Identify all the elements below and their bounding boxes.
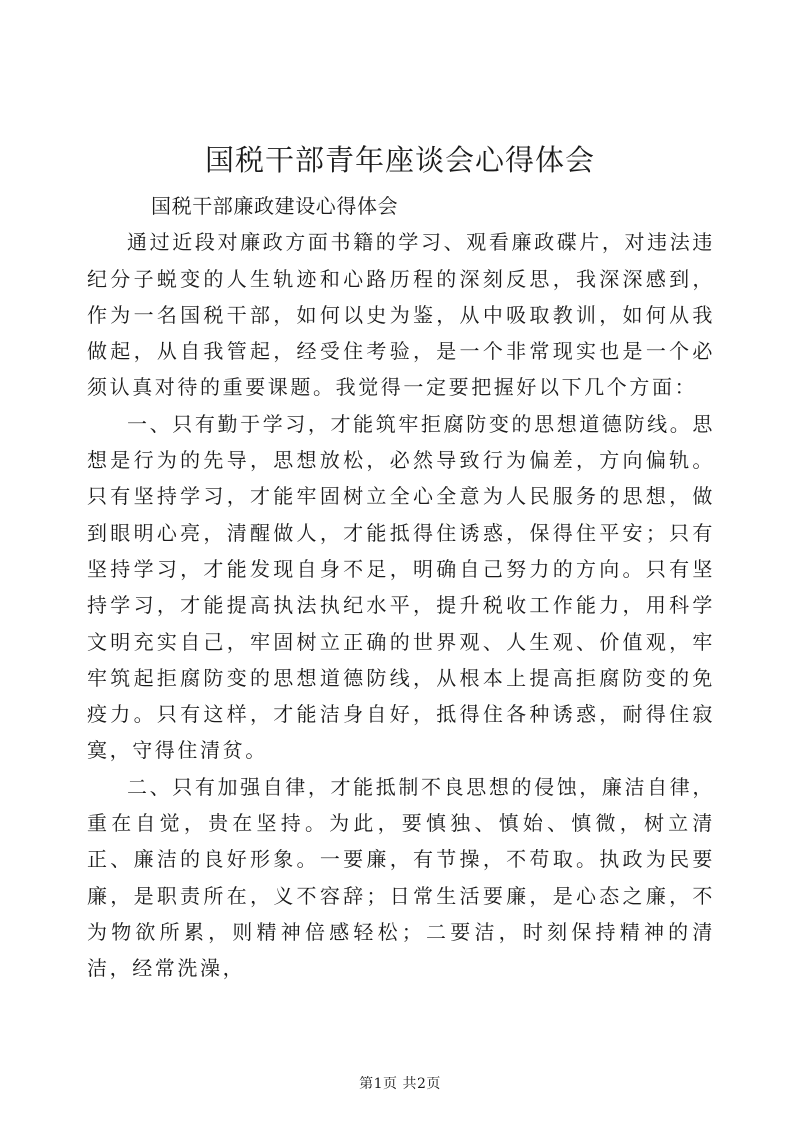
document-subtitle: 国税干部廉政建设心得体会 [151,194,399,218]
page-footer: 第1页 共2页 [359,1076,441,1092]
paragraph-point-one: 一、只有勤于学习，才能筑牢拒腐防变的思想道德防线。思想是行为的先导，思想放松，必然导致行为偏差，方向偏轨。只有坚持学习，才能牢固树立全心全意为人民服务的思想，做到眼明心亮，清醒做人，才能抵得住诱惑，保得住平安；只有坚持学习，才能发现自身不足，明确自己努力的方向。只有坚持学习，才能提高执法执纪水平，提升税收工作能力，用科学文明充实自己，牢固树立正确的世界观、人生观、价值观，牢牢筑起拒腐防变的思想道德防线，从根本上提高拒腐防变的免疫力。只有这样，才能洁身自好，抵得住各种诱惑，耐得住寂寞，守得住清贫。 [87,411,715,763]
document-title: 国税干部青年座谈会心得体会 [204,143,595,177]
paragraph-intro: 通过近段对廉政方面书籍的学习、观看廉政碟片，对违法违纪分子蜕变的人生轨迹和心路历程的深刻反思，我深深感到，作为一名国税干部，如何以史为鉴，从中吸取教训，如何从我做起，从自我管起，经受住考验，是一个非常现实也是一个必须认真对待的重要课题。我觉得一定要把握好以下几个方面： [87,230,715,400]
document-body [87,188,715,987]
paragraph-point-two: 二、只有加强自律，才能抵制不良思想的侵蚀，廉洁自律，重在自觉，贵在坚持。为此，要慎独、慎始、慎微，树立清正、廉洁的良好形象。一要廉，有节操，不苟取。执政为民要廉，是职责所在，义不容辞；日常生活要廉，是心态之廉，不为物欲所累，则精神倍感轻松；二要洁，时刻保持精神的清洁，经常洗澡， [87,774,715,981]
